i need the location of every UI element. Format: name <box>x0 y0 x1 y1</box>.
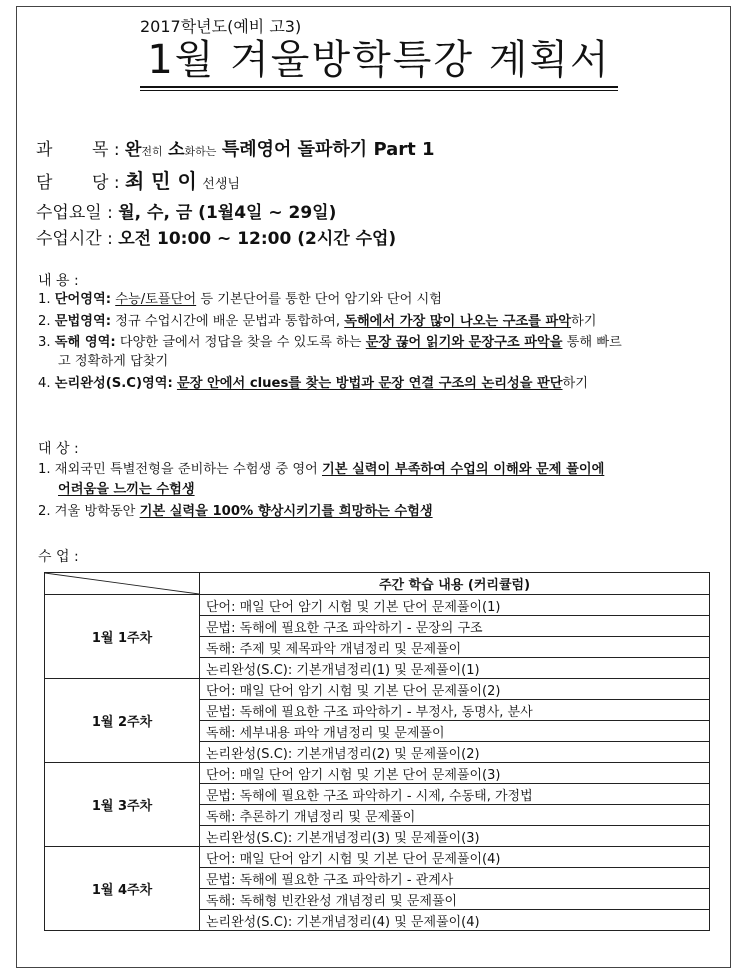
curriculum-cell: 문법: 독해에 필요한 구조 파악하기 - 문장의 구조 <box>200 616 710 637</box>
course-name-wan-small: 전히 <box>141 145 163 158</box>
curriculum-cell: 문법: 독해에 필요한 구조 파악하기 - 관계사 <box>200 868 710 889</box>
item-underlined-text: 기본 실력이 부족하여 수업의 이해와 문제 풀이에 <box>322 462 605 477</box>
curriculum-cell: 논리완성(S.C): 기본개념정리(4) 및 문제풀이(4) <box>200 910 710 931</box>
item-number: 2. <box>38 314 51 329</box>
curriculum-cell: 독해: 추론하기 개념정리 및 문제풀이 <box>200 805 710 826</box>
course-line <box>36 135 435 161</box>
item-underlined-text: 문장 끊어 읽기와 문장구조 파악을 <box>365 335 563 350</box>
item-text: 하기 <box>562 376 589 391</box>
item-heading: 독해 영역: <box>54 335 116 350</box>
week-cell: 1월 1주차 <box>45 595 200 679</box>
course-name-wan: 완 <box>124 140 142 160</box>
item-text: 다양한 글에서 정답을 찾을 수 있도록 하는 <box>115 335 366 350</box>
curriculum-cell: 논리완성(S.C): 기본개념정리(3) 및 문제풀이(3) <box>200 826 710 847</box>
contents-label: 내 용 : <box>38 273 79 289</box>
course-name-so-small: 화하는 <box>184 145 217 158</box>
week-cell: 1월 3주차 <box>45 763 200 847</box>
course-name-so: 소 <box>168 140 185 160</box>
table-row <box>45 595 710 616</box>
table-row <box>45 763 710 784</box>
contents-item-4 <box>38 374 588 393</box>
title-underline-bottom <box>140 90 618 91</box>
curriculum-cell: 단어: 매일 단어 암기 시험 및 기본 단어 문제풀이(4) <box>200 847 710 868</box>
course-label-1: 과 <box>36 140 53 160</box>
classes-label: 수 업 : <box>38 549 79 565</box>
item-number: 1. <box>38 462 51 477</box>
time-line <box>36 224 396 249</box>
teacher-name: 최 민 이 <box>124 169 197 193</box>
title-underline-top <box>140 86 618 88</box>
curriculum-table <box>44 572 710 931</box>
teacher-suffix: 선생님 <box>202 177 240 192</box>
curriculum-cell: 논리완성(S.C): 기본개념정리(1) 및 문제풀이(1) <box>200 658 710 679</box>
target-label: 대 상 : <box>38 441 79 457</box>
course-name-main: 특례영어 돌파하기 Part 1 <box>221 139 435 160</box>
table-header-row <box>45 573 710 595</box>
item-underlined-text: 문장 안에서 clues를 찾는 방법과 문장 연결 구조의 논리성을 판단 <box>176 376 563 391</box>
target-item-1 <box>38 460 604 479</box>
table-row <box>45 847 710 868</box>
item-text: 재외국민 특별전형을 준비하는 수험생 중 영어 <box>54 462 322 477</box>
diagonal-header-cell <box>45 573 200 595</box>
days-line <box>36 198 336 223</box>
item-underlined-text: 어려움을 느끼는 수험생 <box>58 482 195 497</box>
document-title: 1월 겨울방학특강 계획서 <box>147 37 611 83</box>
time-label: 수업시간 : <box>36 229 113 249</box>
teacher-label-1: 담 <box>36 173 53 193</box>
week-cell: 1월 2주차 <box>45 679 200 763</box>
course-label-2: 목 : <box>92 140 120 160</box>
days-value: 월, 수, 금 (1월4일 ~ 29일) <box>118 203 337 223</box>
item-number: 2. <box>38 504 51 519</box>
table-header: 주간 학습 내용 (커리큘럼) <box>200 573 710 595</box>
curriculum-cell: 문법: 독해에 필요한 구조 파악하기 - 시제, 수동태, 가정법 <box>200 784 710 805</box>
curriculum-cell: 독해: 독해형 빈칸완성 개념정리 및 문제풀이 <box>200 889 710 910</box>
item-text: 겨울 방학동안 <box>54 504 140 519</box>
contents-item-3-line2: 고 정확하게 답찾기 <box>58 354 169 369</box>
time-value: 오전 10:00 ~ 12:00 (2시간 수업) <box>118 229 397 249</box>
item-text: 정규 수업시간에 배운 문법과 통합하여, <box>111 314 345 329</box>
curriculum-cell: 독해: 세부내용 파악 개념정리 및 문제풀이 <box>200 721 710 742</box>
item-number: 4. <box>38 376 51 391</box>
item-heading: 문법영역: <box>54 314 112 329</box>
contents-item-1 <box>38 290 442 309</box>
week-cell: 1월 4주차 <box>45 847 200 931</box>
days-label: 수업요일 : <box>36 203 113 223</box>
item-text: 등 기본단어를 통한 단어 암기와 단어 시험 <box>196 292 443 307</box>
item-underlined-text: 기본 실력을 100% 향상시키기를 희망하는 수험생 <box>139 504 433 519</box>
target-item-1-line2 <box>58 480 195 499</box>
item-underlined-text: 수능/토플단어 <box>115 292 197 307</box>
item-text: 하기 <box>570 314 597 329</box>
target-item-2 <box>38 502 433 521</box>
curriculum-cell: 단어: 매일 단어 암기 시험 및 기본 단어 문제풀이(3) <box>200 763 710 784</box>
curriculum-cell: 단어: 매일 단어 암기 시험 및 기본 단어 문제풀이(1) <box>200 595 710 616</box>
table-row <box>45 679 710 700</box>
item-heading: 논리완성(S.C)영역: <box>54 376 173 391</box>
document-subtitle: 2017학년도(예비 고3) <box>140 17 302 36</box>
contents-item-3 <box>38 333 622 352</box>
curriculum-cell: 문법: 독해에 필요한 구조 파악하기 - 부정사, 동명사, 분사 <box>200 700 710 721</box>
item-number: 1. <box>38 292 51 307</box>
item-underlined-text: 독해에서 가장 많이 나오는 구조를 파악 <box>344 314 571 329</box>
teacher-label-2: 당 : <box>92 173 120 193</box>
curriculum-cell: 논리완성(S.C): 기본개념정리(2) 및 문제풀이(2) <box>200 742 710 763</box>
contents-item-2 <box>38 312 596 331</box>
teacher-line <box>36 165 240 194</box>
item-text: 통해 빠르 <box>562 335 622 350</box>
curriculum-cell: 단어: 매일 단어 암기 시험 및 기본 단어 문제풀이(2) <box>200 679 710 700</box>
item-number: 3. <box>38 335 51 350</box>
curriculum-cell: 독해: 주제 및 제목파악 개념정리 및 문제풀이 <box>200 637 710 658</box>
item-heading: 단어영역: <box>54 292 112 307</box>
